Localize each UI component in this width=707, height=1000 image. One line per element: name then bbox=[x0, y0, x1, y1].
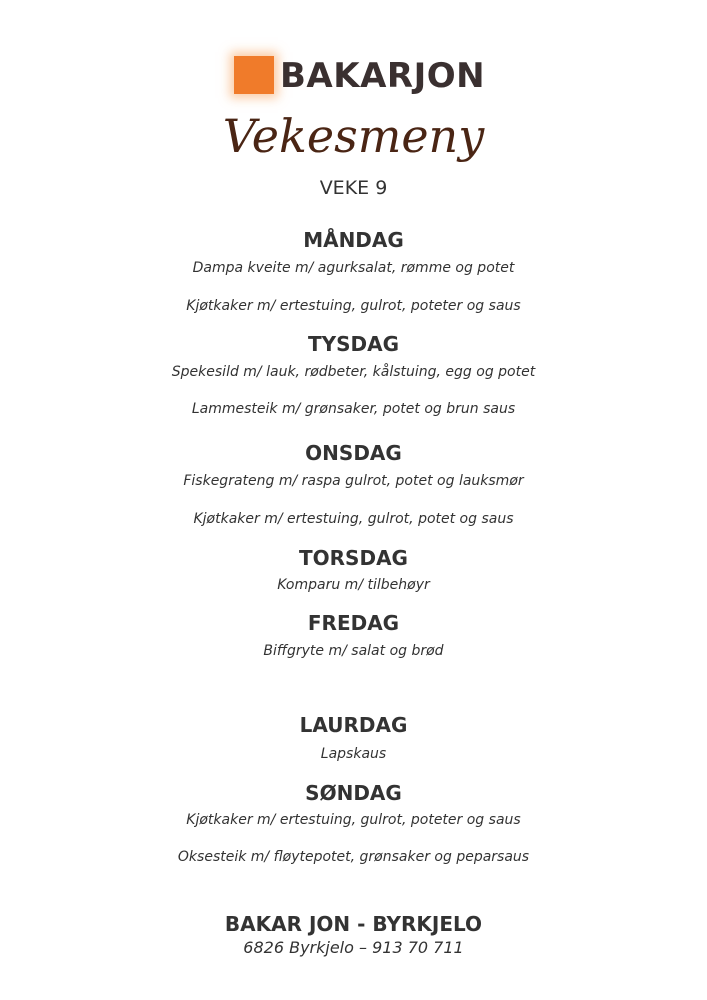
footer-address: 6826 Byrkjelo – 913 70 711 bbox=[243, 938, 464, 957]
dish-tuesday-2: Lammesteik m/ grønsaker, potet og brun saus bbox=[191, 401, 516, 417]
dish-monday-2: Kjøtkaker m/ ertestuing, gulrot, poteter og saus bbox=[186, 298, 521, 314]
dish-tuesday-1: Spekesild m/ lauk, rødbeter, kålstuing, egg og potet bbox=[171, 364, 536, 380]
day-tuesday: TYSDAG bbox=[307, 332, 400, 356]
day-sunday: SØNDAG bbox=[305, 781, 402, 805]
footer-name: BAKAR JON - BYRKJELO bbox=[224, 912, 483, 936]
logo-mark-icon bbox=[234, 56, 274, 94]
day-saturday: LAURDAG bbox=[299, 713, 408, 737]
dish-wednesday-1: Fiskegrateng m/ raspa gulrot, potet og lauksmør bbox=[183, 473, 524, 489]
day-friday: FREDAG bbox=[307, 611, 400, 635]
dish-sunday-2: Oksesteik m/ fløytepotet, grønsaker og peparsaus bbox=[177, 849, 530, 865]
day-monday: MÅNDAG bbox=[303, 228, 404, 252]
dish-friday-1: Biffgryte m/ salat og brød bbox=[263, 643, 444, 659]
day-thursday: TORSDAG bbox=[299, 546, 408, 570]
dish-saturday-1: Lapskaus bbox=[320, 746, 387, 762]
logo bbox=[0, 54, 707, 98]
dish-wednesday-2: Kjøtkaker m/ ertestuing, gulrot, potet og saus bbox=[193, 511, 514, 527]
week-label: VEKE 9 bbox=[319, 177, 388, 199]
logo-text: BAKARJON bbox=[280, 56, 486, 96]
dish-sunday-1: Kjøtkaker m/ ertestuing, gulrot, poteter og saus bbox=[186, 812, 521, 828]
dish-monday-1: Dampa kveite m/ agurksalat, rømme og potet bbox=[192, 260, 515, 276]
dish-thursday-1: Komparu m/ tilbehøyr bbox=[277, 577, 430, 593]
day-wednesday: ONSDAG bbox=[305, 441, 402, 465]
page-title: Vekesmeny bbox=[222, 109, 485, 163]
